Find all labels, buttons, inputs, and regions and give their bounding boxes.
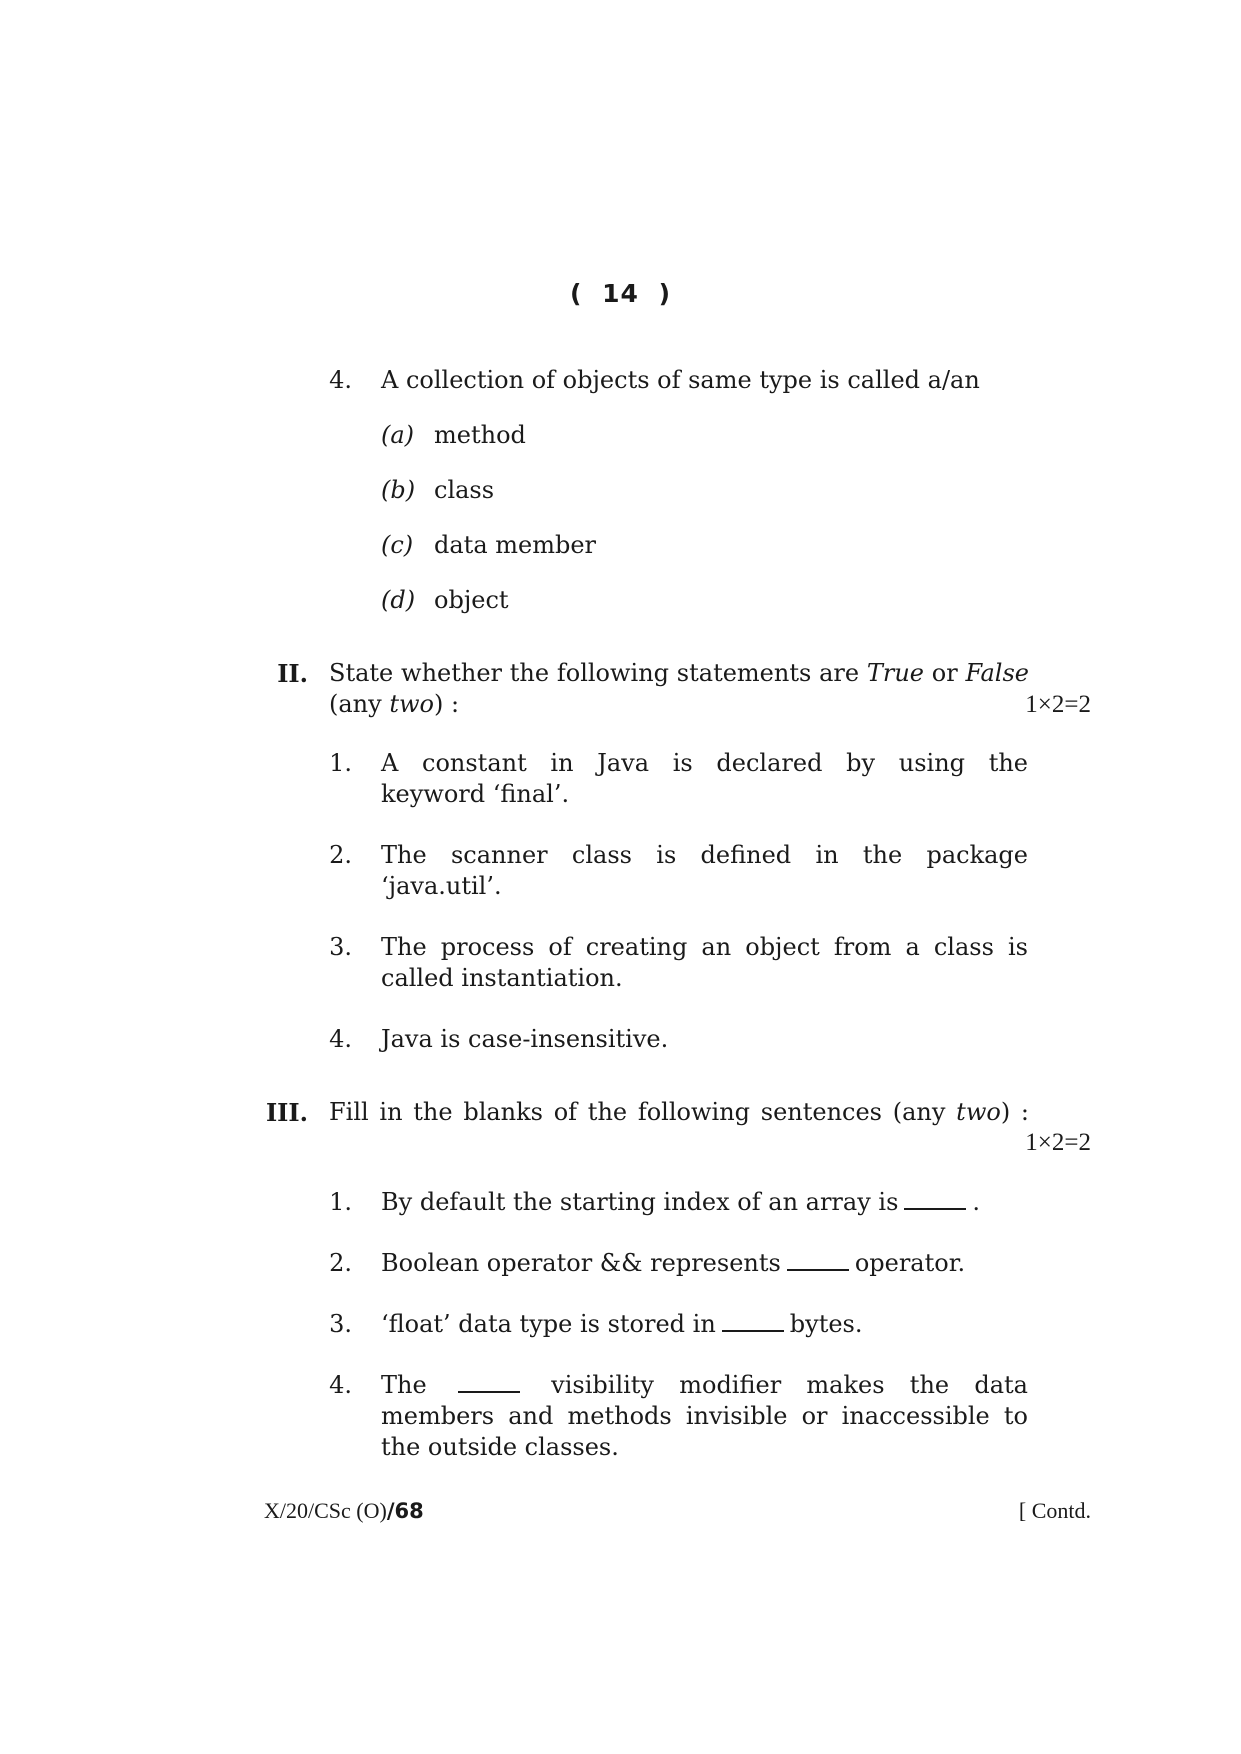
section-intro: Fill in the blanks of the following sentences (any two) : [329,1098,1029,1126]
answer-blank [458,1371,520,1393]
item-text: ‘float’ data type is stored in bytes. [381,1310,863,1338]
section-number: III. [265,1098,308,1127]
item-number: 4. [329,1025,352,1053]
section-number: II. [277,659,308,688]
item-text-line3: the outside classes. [381,1433,619,1461]
option-text: object [434,586,509,614]
answer-blank [787,1249,849,1271]
page-number: ( 14 ) [569,279,672,308]
item-number: 1. [329,1188,352,1216]
item-number: 2. [329,841,352,869]
option-label: (d) [381,586,416,614]
item-text: The visibility modifier makes the data [381,1371,1028,1399]
option-text: class [434,476,495,504]
item-number: 4. [329,1371,352,1399]
answer-blank [722,1310,784,1332]
option-text: data member [434,531,597,559]
item-number: 2. [329,1249,352,1277]
question-number: 4. [329,366,352,394]
option-label: (a) [381,421,415,449]
item-text: By default the starting index of an array is . [381,1188,981,1216]
item-text-line2: ‘java.util’. [381,872,502,900]
item-text: Boolean operator && represents operator. [381,1249,966,1277]
item-number: 3. [329,933,352,961]
item-number: 3. [329,1310,352,1338]
item-number: 1. [329,749,352,777]
item-text-line2: called instantiation. [381,964,623,992]
marks-label: 1×2=2 [1025,1129,1091,1156]
section-intro: State whether the following statements are True or False [329,659,1029,687]
paper-code: X/20/CSc (O)/68 [264,1498,424,1523]
item-text: The scanner class is defined in the package [381,841,1028,869]
item-text: The process of creating an object from a class is [381,933,1028,961]
option-label: (b) [381,476,416,504]
item-text: A constant in Java is declared by using the [381,749,1028,777]
continued-label: [ Contd. [1018,1498,1091,1523]
item-text: Java is case-insensitive. [381,1025,669,1053]
option-text: method [434,421,526,449]
section-intro-line2: (any two) : [329,690,460,718]
option-label: (c) [381,531,414,559]
item-text-line2: members and methods invisible or inaccessible to [381,1402,1028,1430]
question-text: A collection of objects of same type is called a/an [381,366,980,394]
marks-label: 1×2=2 [1025,691,1091,718]
answer-blank [904,1188,966,1210]
item-text-line2: keyword ‘final’. [381,780,570,808]
